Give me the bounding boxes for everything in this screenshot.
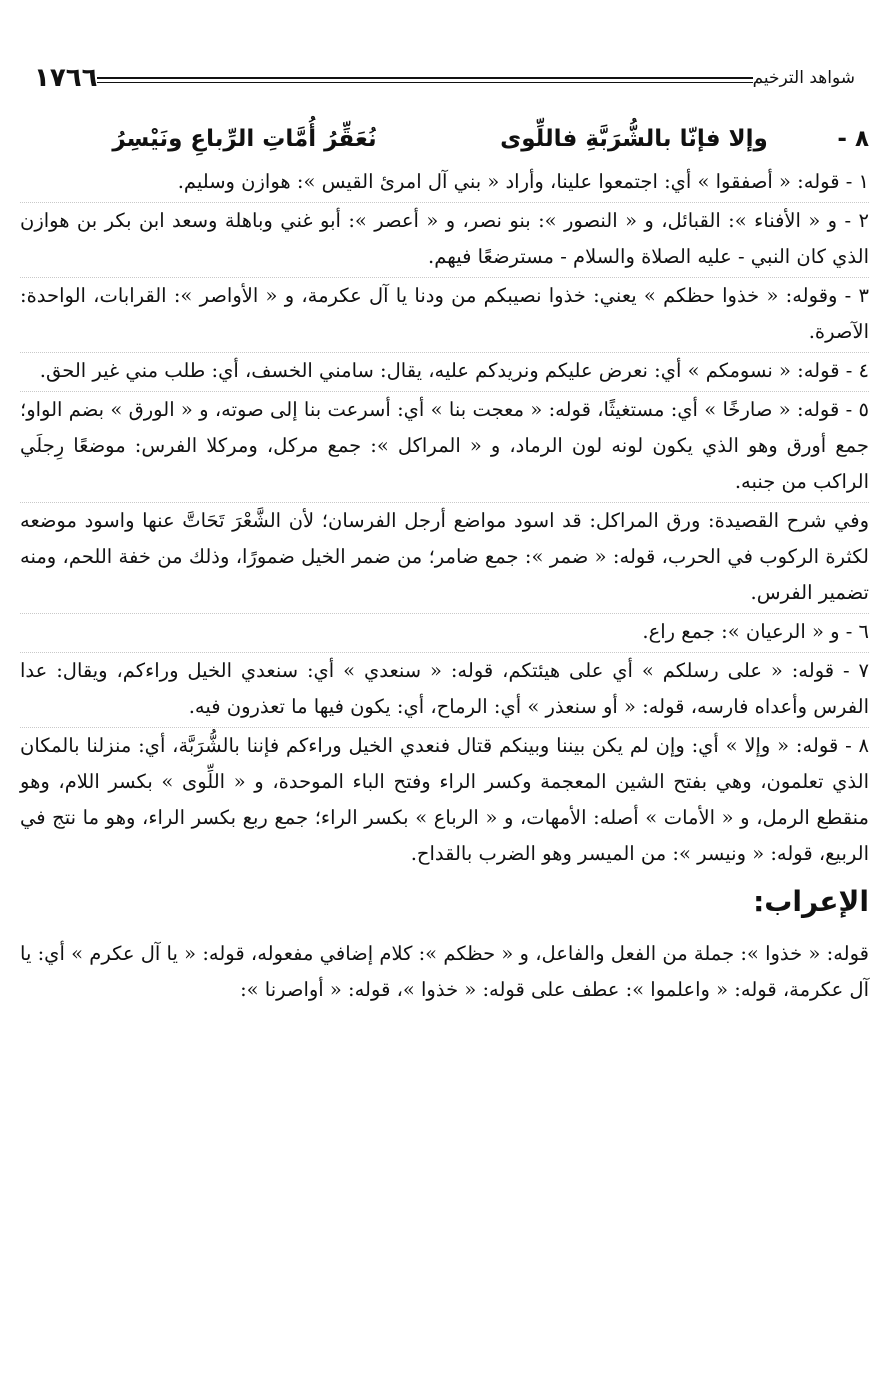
page-header	[20, 58, 869, 98]
paragraph: ٦ - و « الرعيان »: جمع راع.	[20, 614, 869, 653]
verse-number: ٨ -	[837, 126, 869, 152]
page	[20, 58, 869, 1382]
paragraph: ١ - قوله: « أصفقوا » أي: اجتمعوا علينا، وأراد « بني آل امرئ القيس »: هوازن وسليم.	[20, 164, 869, 203]
grammar-paragraph: قوله: « خذوا »: جملة من الفعل والفاعل، و « حظكم »: كلام إضافي مفعوله، قوله: « يا آل عكرم » أي: يا آل عكرمة، قوله: « واعلموا »: عطف على قوله: « خذوا »، قوله: « أواصرنا »:	[20, 942, 869, 1001]
paragraph: ٢ - و « الأفناء »: القبائل، و « النصور »: بنو نصر، و « أعصر »: أبو غني وباهلة وسعد ابن بكر بن هوازن الذي كان النبي - عليه الصلاة والسلام - مسترضعًا فيهم.	[20, 203, 869, 278]
paragraph: ٥ - قوله: « صارخًا » أي: مستغيثًا، قوله: « معجت بنا » أي: أسرعت بنا إلى صوته، و « الورق » بضم الواو؛ جمع أورق وهو الذي يكون لونه لون الرماد، و « المراكل »: جمع مركل، ومركلا الفرس: موضعًا رِجلَي الراكب من جنبه.	[20, 392, 869, 503]
header-rule	[97, 77, 752, 83]
paragraph: وفي شرح القصيدة: ورق المراكل: قد اسود مواضع أرجل الفرسان؛ لأن الشَّعْرَ تَحَاتَّ عنها واسود موضعه لكثرة الركوب في الحرب، قوله: « ضمر »: جمع ضامر؛ من ضمر الخيل ضمورًا، وذلك من خفة اللحم، ومنه تضمير الفرس.	[20, 503, 869, 614]
running-title: شواهد الترخيم	[752, 68, 855, 88]
paragraph: ٣ - وقوله: « خذوا حظكم » يعني: خذوا نصيبكم من ودنا يا آل عكرمة، و « الأواصر »: القرابات، الواحدة: الآصرة.	[20, 278, 869, 353]
section-heading: الإعراب:	[753, 885, 869, 918]
paragraph: ٧ - قوله: « على رسلكم » أي على هيئتكم، قوله: « سنعدي » أي: سنعدي الخيل وراءكم، ويقال: عدا الفرس وأعداه فارسه، قوله: « أو سنعذر » أي: الرماح، أي: يكون فيها ما تعذرون فيه.	[20, 653, 869, 728]
page-number: ١٧٦٦	[34, 63, 98, 93]
paragraph: ٨ - قوله: « وإلا » أي: وإن لم يكن بيننا وبينكم قتال فنعدي الخيل وراءكم فإننا بالشُّرَبَّة، أي: منزلنا بالمكان الذي تعلمون، وهي بفتح الشين المعجمة وكسر الراء وفتح الباء الموحدة، و « اللِّوى » بكسر اللام، وهو منقطع الرمل، و « الأمات » أصله: الأمهات، و « الرباع » بكسر الراء؛ جمع ربع بكسر الراء، وهو ما نتج في الربيع، قوله: « ونيسر »: من الميسر وهو الضرب بالقداح.	[20, 734, 869, 865]
verse-hemistich-first: وإلا فإنّا بالشُّرَبَّةِ فاللِّوى	[500, 126, 768, 152]
commentary	[20, 164, 869, 874]
paragraph: ٤ - قوله: « نسومكم » أي: نعرض عليكم ونريدكم عليه، يقال: سامني الخسف، أي: طلب مني غير الحق.	[20, 353, 869, 392]
verse-line	[20, 126, 869, 160]
verse-hemistich-second: نُعَقِّرُ أُمَّاتِ الرِّباعِ ونَيْسِرُ	[112, 126, 377, 152]
